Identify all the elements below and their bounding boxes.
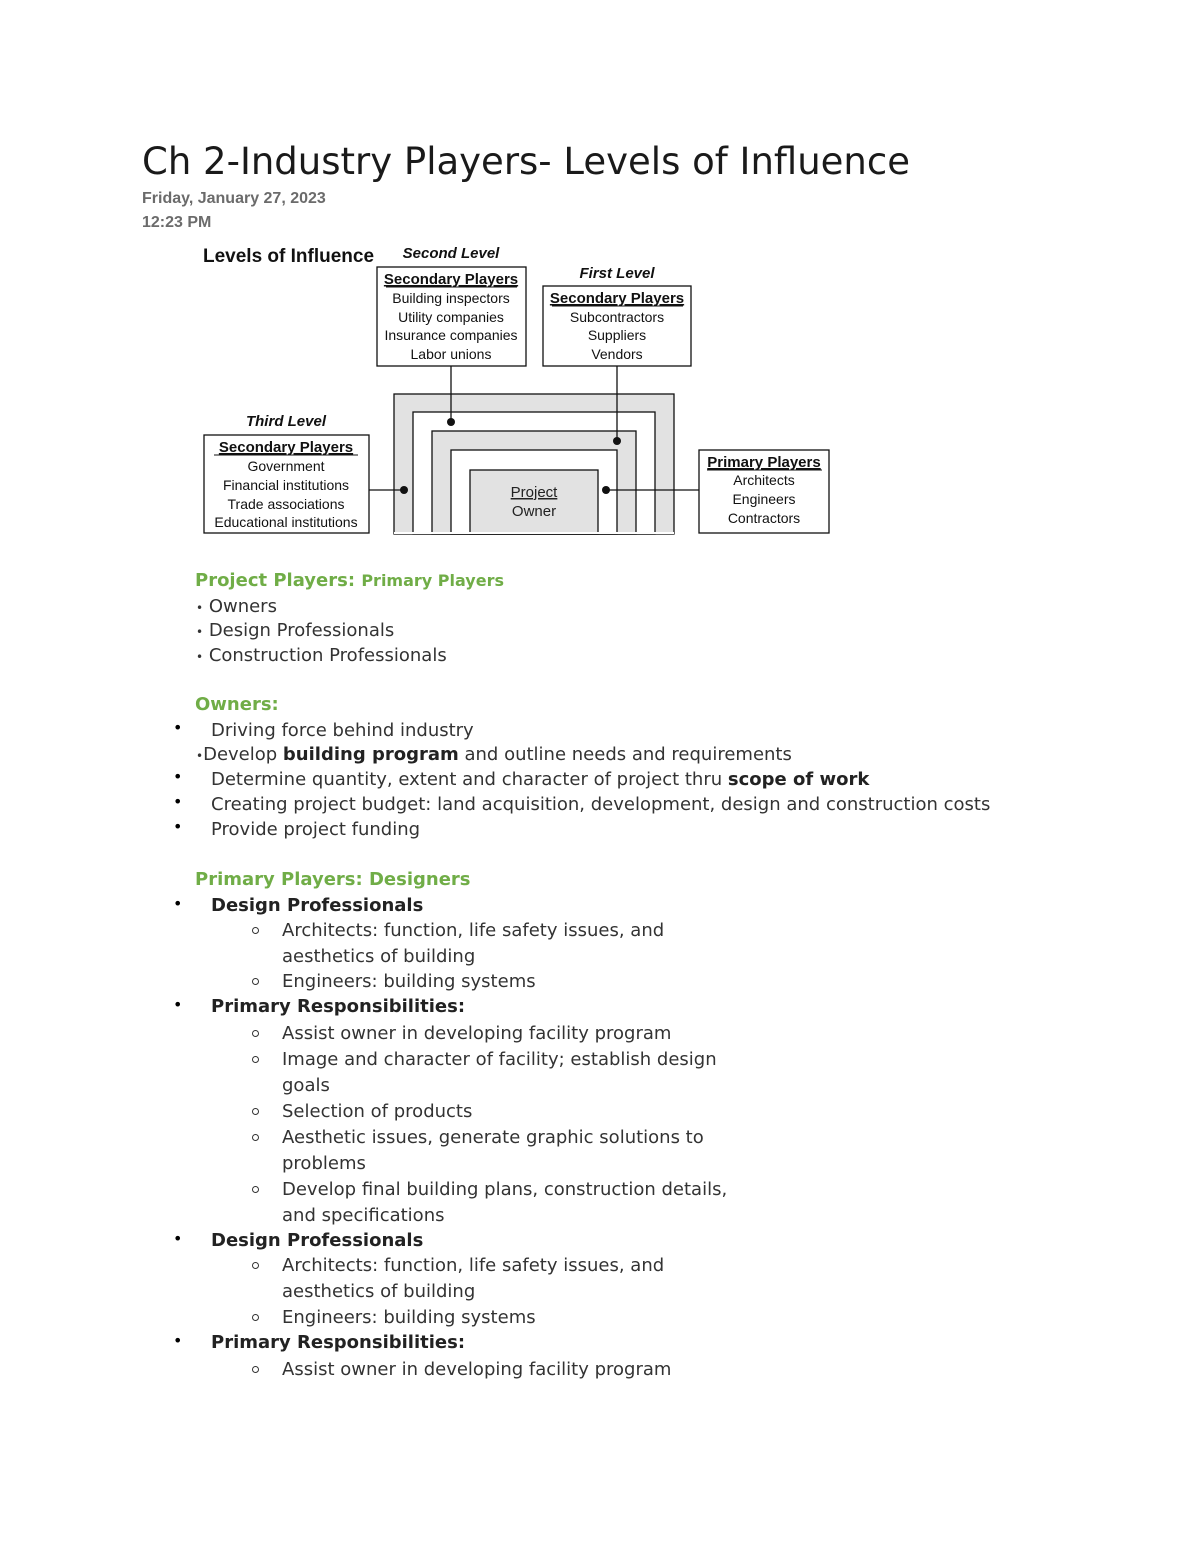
circle-bullet-icon — [252, 1056, 259, 1063]
list-item: Assist owner in developing facility program — [282, 1359, 672, 1380]
page-title: Ch 2-Industry Players- Levels of Influence — [142, 140, 910, 183]
bullet-icon: • — [173, 718, 183, 737]
second-level-item: Building inspectors — [392, 290, 510, 306]
designers-heading: Primary Players: Designers — [195, 869, 471, 890]
list-item: Develop final building plans, construction details, — [282, 1179, 728, 1200]
bullet-icon: • — [173, 995, 183, 1014]
first-level-connector-dot — [613, 437, 621, 445]
owners-heading: Owners: — [195, 694, 279, 715]
third-level-item: Government — [247, 458, 325, 474]
center-project-label: Project — [510, 484, 558, 501]
bullet-icon: • — [173, 1331, 183, 1350]
list-item-continued: aesthetics of building — [282, 1281, 476, 1302]
primary-item: Engineers — [732, 491, 796, 507]
list-item-continued: aesthetics of building — [282, 946, 476, 967]
first-level-box-title: Secondary Players — [549, 290, 685, 307]
list-item-continued: problems — [282, 1153, 366, 1174]
circle-bullet-icon — [252, 1030, 259, 1037]
third-level-item: Financial institutions — [222, 477, 350, 493]
circle-bullet-icon — [252, 1186, 259, 1193]
owners-item: •Develop building program and outline needs and requirements — [196, 744, 792, 765]
project-owner-box — [470, 470, 598, 534]
bullet-icon: • — [173, 767, 183, 786]
list-item: Assist owner in developing facility program — [282, 1023, 672, 1044]
first-level-item: Suppliers — [587, 327, 647, 343]
list-item: • Owners — [196, 596, 277, 617]
list-item: • Design Professionals — [196, 620, 395, 641]
bullet-icon: • — [173, 1229, 183, 1248]
primary-item: Architects — [733, 472, 795, 488]
levels-of-influence-diagram — [200, 240, 840, 540]
list-item: Engineers: building systems — [282, 971, 536, 992]
list-item-continued: and specifications — [282, 1205, 445, 1226]
bullet-icon: • — [173, 792, 183, 811]
circle-bullet-icon — [252, 978, 259, 985]
bullet-icon: • — [173, 817, 183, 836]
list-item: Architects: function, life safety issues, and — [282, 1255, 665, 1276]
center-owner-label: Owner — [511, 503, 557, 520]
circle-bullet-icon — [252, 1108, 259, 1115]
project-players-heading: Project Players: Primary Players — [195, 570, 504, 591]
primary-connector-dot — [602, 486, 610, 494]
page-date: Friday, January 27, 2023 — [142, 190, 326, 207]
owners-item: Creating project budget: land acquisition, development, design and construction costs — [211, 794, 991, 815]
circle-bullet-icon — [252, 1134, 259, 1141]
circle-bullet-icon — [252, 1314, 259, 1321]
primary-responsibilities-label: Primary Responsibilities: — [211, 1332, 466, 1353]
third-level-connector-dot — [400, 486, 408, 494]
bullet-icon: • — [173, 894, 183, 913]
owners-item: Driving force behind industry — [211, 720, 474, 741]
design-professionals-label: Design Professionals — [211, 895, 424, 916]
list-item: Selection of products — [282, 1101, 473, 1122]
list-item: Architects: function, life safety issues, and — [282, 920, 665, 941]
list-item: • Construction Professionals — [196, 645, 447, 666]
second-level-item: Utility companies — [398, 309, 504, 325]
primary-box-title: Primary Players — [707, 454, 821, 471]
list-item-continued: goals — [282, 1075, 330, 1096]
design-professionals-label: Design Professionals — [211, 1230, 424, 1251]
second-level-box-title: Secondary Players — [383, 271, 519, 288]
list-item: Engineers: building systems — [282, 1307, 536, 1328]
second-level-label: Second Level — [402, 245, 500, 262]
circle-bullet-icon — [252, 1262, 259, 1269]
second-level-item: Labor unions — [410, 346, 492, 362]
second-level-connector-dot — [447, 418, 455, 426]
primary-responsibilities-label: Primary Responsibilities: — [211, 996, 466, 1017]
owners-item: Provide project funding — [211, 819, 421, 840]
second-level-item: Insurance companies — [384, 327, 518, 343]
third-level-item: Trade associations — [227, 496, 345, 512]
circle-bullet-icon — [252, 927, 259, 934]
list-item: Aesthetic issues, generate graphic solutions to — [282, 1127, 704, 1148]
circle-bullet-icon — [252, 1366, 259, 1373]
first-level-item: Vendors — [591, 346, 643, 362]
first-level-label: First Level — [579, 265, 655, 282]
third-level-label: Third Level — [245, 413, 327, 430]
first-level-item: Subcontractors — [569, 309, 665, 325]
owners-item: Determine quantity, extent and character of project thru scope of work — [211, 769, 870, 790]
third-level-box-title: Secondary Players — [218, 439, 354, 456]
list-item: Image and character of facility; establish design — [282, 1049, 717, 1070]
third-level-item: Educational institutions — [214, 514, 358, 530]
primary-item: Contractors — [727, 510, 801, 526]
page-time: 12:23 PM — [142, 214, 212, 231]
diagram-heading: Levels of Influence — [203, 246, 375, 267]
